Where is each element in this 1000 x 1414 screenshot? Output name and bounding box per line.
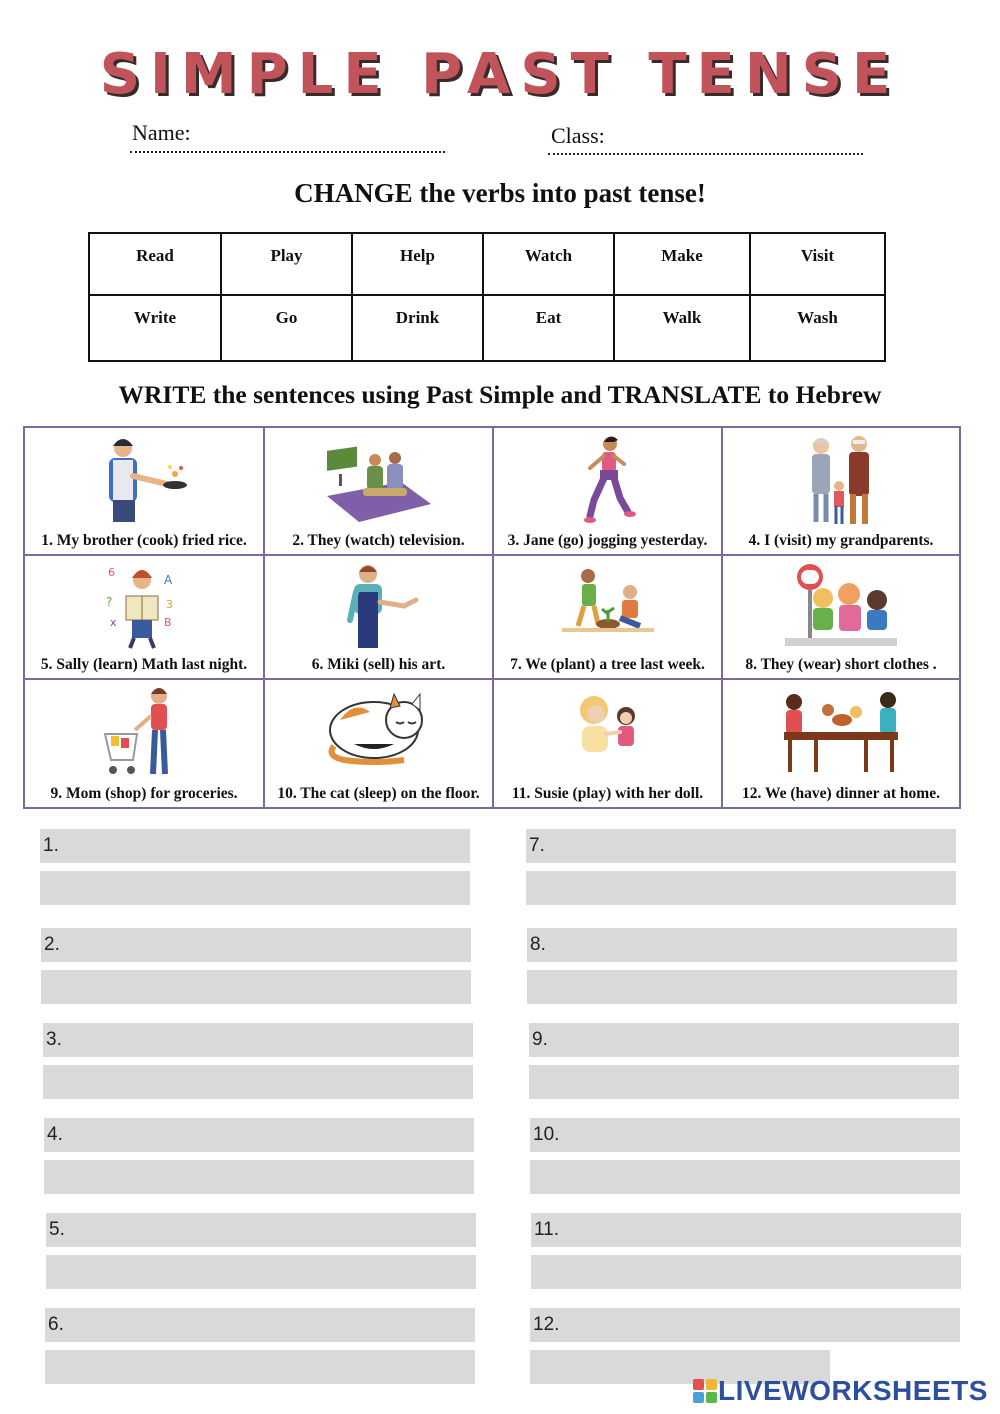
- translation-line[interactable]: [40, 871, 470, 905]
- grandparents-icon: [801, 434, 881, 530]
- class-label: Class:: [551, 123, 605, 148]
- sentence-caption: 10. The cat (sleep) on the floor.: [277, 785, 480, 802]
- answer-line[interactable]: [45, 1308, 475, 1342]
- sentence-card: [25, 680, 265, 807]
- translation-line[interactable]: [43, 1065, 473, 1099]
- svg-text:?: ?: [106, 595, 113, 609]
- family-dinner-icon: [776, 686, 906, 776]
- sentence-card: [723, 680, 959, 807]
- verb-cell: Eat: [483, 295, 614, 361]
- translation-line[interactable]: [529, 1065, 959, 1099]
- answer-line[interactable]: [41, 928, 471, 962]
- answer-line[interactable]: [44, 1118, 474, 1152]
- watching-tv-icon: [319, 434, 439, 526]
- answer-number: 11.: [534, 1219, 560, 1240]
- studying-math-icon: [104, 562, 184, 652]
- answer-number: 9.: [532, 1029, 548, 1050]
- answer-number: 6.: [48, 1314, 64, 1335]
- sentence-grid: [23, 426, 961, 809]
- sentence-card: [25, 428, 265, 556]
- sentence-caption: 7. We (plant) a tree last week.: [510, 656, 705, 673]
- answer-number: 7.: [529, 835, 545, 856]
- answer-number: 4.: [47, 1124, 63, 1145]
- sentence-card: [25, 556, 265, 680]
- planting-icon: [558, 562, 658, 638]
- doll-play-icon: [568, 686, 648, 766]
- translation-line[interactable]: [526, 871, 956, 905]
- answer-line[interactable]: [530, 1118, 960, 1152]
- answer-line[interactable]: [527, 928, 957, 962]
- translation-line[interactable]: [527, 970, 957, 1004]
- verb-cell: Write: [89, 295, 221, 361]
- liveworksheets-logo: [692, 1376, 988, 1406]
- liveworksheets-logo-icon: [692, 1378, 718, 1404]
- answer-line[interactable]: [40, 829, 470, 863]
- translation-line[interactable]: [530, 1160, 960, 1194]
- sentence-card: [265, 556, 494, 680]
- children-icon: [781, 562, 901, 654]
- sentence-caption: 5. Sally (learn) Math last night.: [40, 656, 248, 673]
- answer-number: 5.: [49, 1219, 65, 1240]
- answer-line[interactable]: [43, 1023, 473, 1057]
- verbs-heading: CHANGE the verbs into past tense!: [294, 178, 706, 208]
- answer-line[interactable]: [531, 1213, 961, 1247]
- brand-name: LIVEWORKSHEETS: [718, 1375, 988, 1406]
- translation-line[interactable]: [44, 1160, 474, 1194]
- answer-number: 2.: [44, 934, 60, 955]
- verb-cell: Wash: [750, 295, 885, 361]
- sentence-caption: 12. We (have) dinner at home.: [742, 785, 940, 802]
- sentence-card: [265, 428, 494, 556]
- answer-line[interactable]: [529, 1023, 959, 1057]
- verbs-table: [88, 232, 886, 362]
- translation-line[interactable]: [46, 1255, 476, 1289]
- jogging-icon: [568, 434, 648, 526]
- worksheet-title: SIMPLE PAST TENSE: [99, 42, 901, 107]
- verb-cell: Help: [352, 233, 483, 295]
- sentence-caption: 1. My brother (cook) fried rice.: [41, 532, 247, 549]
- verb-cell: Go: [221, 295, 352, 361]
- verb-cell: Visit: [750, 233, 885, 295]
- sleeping-cat-icon: [324, 686, 434, 766]
- sentence-caption: 4. I (visit) my grandparents.: [748, 532, 934, 549]
- name-label: Name:: [132, 120, 191, 145]
- name-field[interactable]: [130, 151, 445, 153]
- table-row: [89, 295, 885, 361]
- seller-icon: [334, 562, 424, 654]
- translation-line[interactable]: [531, 1255, 961, 1289]
- table-row: [89, 233, 885, 295]
- svg-text:B: B: [164, 616, 172, 629]
- answer-line[interactable]: [46, 1213, 476, 1247]
- sentence-caption: 2. They (watch) television.: [292, 532, 465, 549]
- verb-cell: Make: [614, 233, 750, 295]
- sentence-card: [494, 556, 723, 680]
- verb-cell: Read: [89, 233, 221, 295]
- sentence-caption: 8. They (wear) short clothes .: [745, 656, 937, 673]
- answer-number: 1.: [43, 835, 59, 856]
- answer-number: 3.: [46, 1029, 62, 1050]
- svg-text:3: 3: [166, 598, 173, 611]
- cooking-icon: [89, 434, 199, 526]
- answer-line[interactable]: [530, 1308, 960, 1342]
- sentence-card: [265, 680, 494, 807]
- sentence-card: [494, 428, 723, 556]
- sentence-card: [723, 556, 959, 680]
- sentence-card: [494, 680, 723, 807]
- sentence-caption: 6. Miki (sell) his art.: [311, 656, 446, 673]
- verb-cell: Walk: [614, 295, 750, 361]
- sentence-card: [723, 428, 959, 556]
- sentence-caption: 9. Mom (shop) for groceries.: [50, 785, 238, 802]
- sentence-caption: 11. Susie (play) with her doll.: [511, 785, 704, 802]
- answer-line[interactable]: [526, 829, 956, 863]
- answer-number: 10.: [533, 1124, 560, 1145]
- class-field[interactable]: [548, 153, 863, 155]
- verb-cell: Play: [221, 233, 352, 295]
- translation-line[interactable]: [45, 1350, 475, 1384]
- svg-text:x: x: [110, 616, 117, 629]
- svg-text:A: A: [164, 573, 173, 587]
- answer-number: 12.: [533, 1314, 560, 1335]
- verb-cell: Watch: [483, 233, 614, 295]
- answer-number: 8.: [530, 934, 546, 955]
- svg-text:6: 6: [108, 566, 115, 579]
- sentences-heading: WRITE the sentences using Past Simple and TRANSLATE to Hebrew: [118, 380, 882, 409]
- translation-line[interactable]: [41, 970, 471, 1004]
- shopping-cart-icon: [99, 686, 189, 786]
- verb-cell: Drink: [352, 295, 483, 361]
- sentence-caption: 3. Jane (go) jogging yesterday.: [507, 532, 708, 549]
